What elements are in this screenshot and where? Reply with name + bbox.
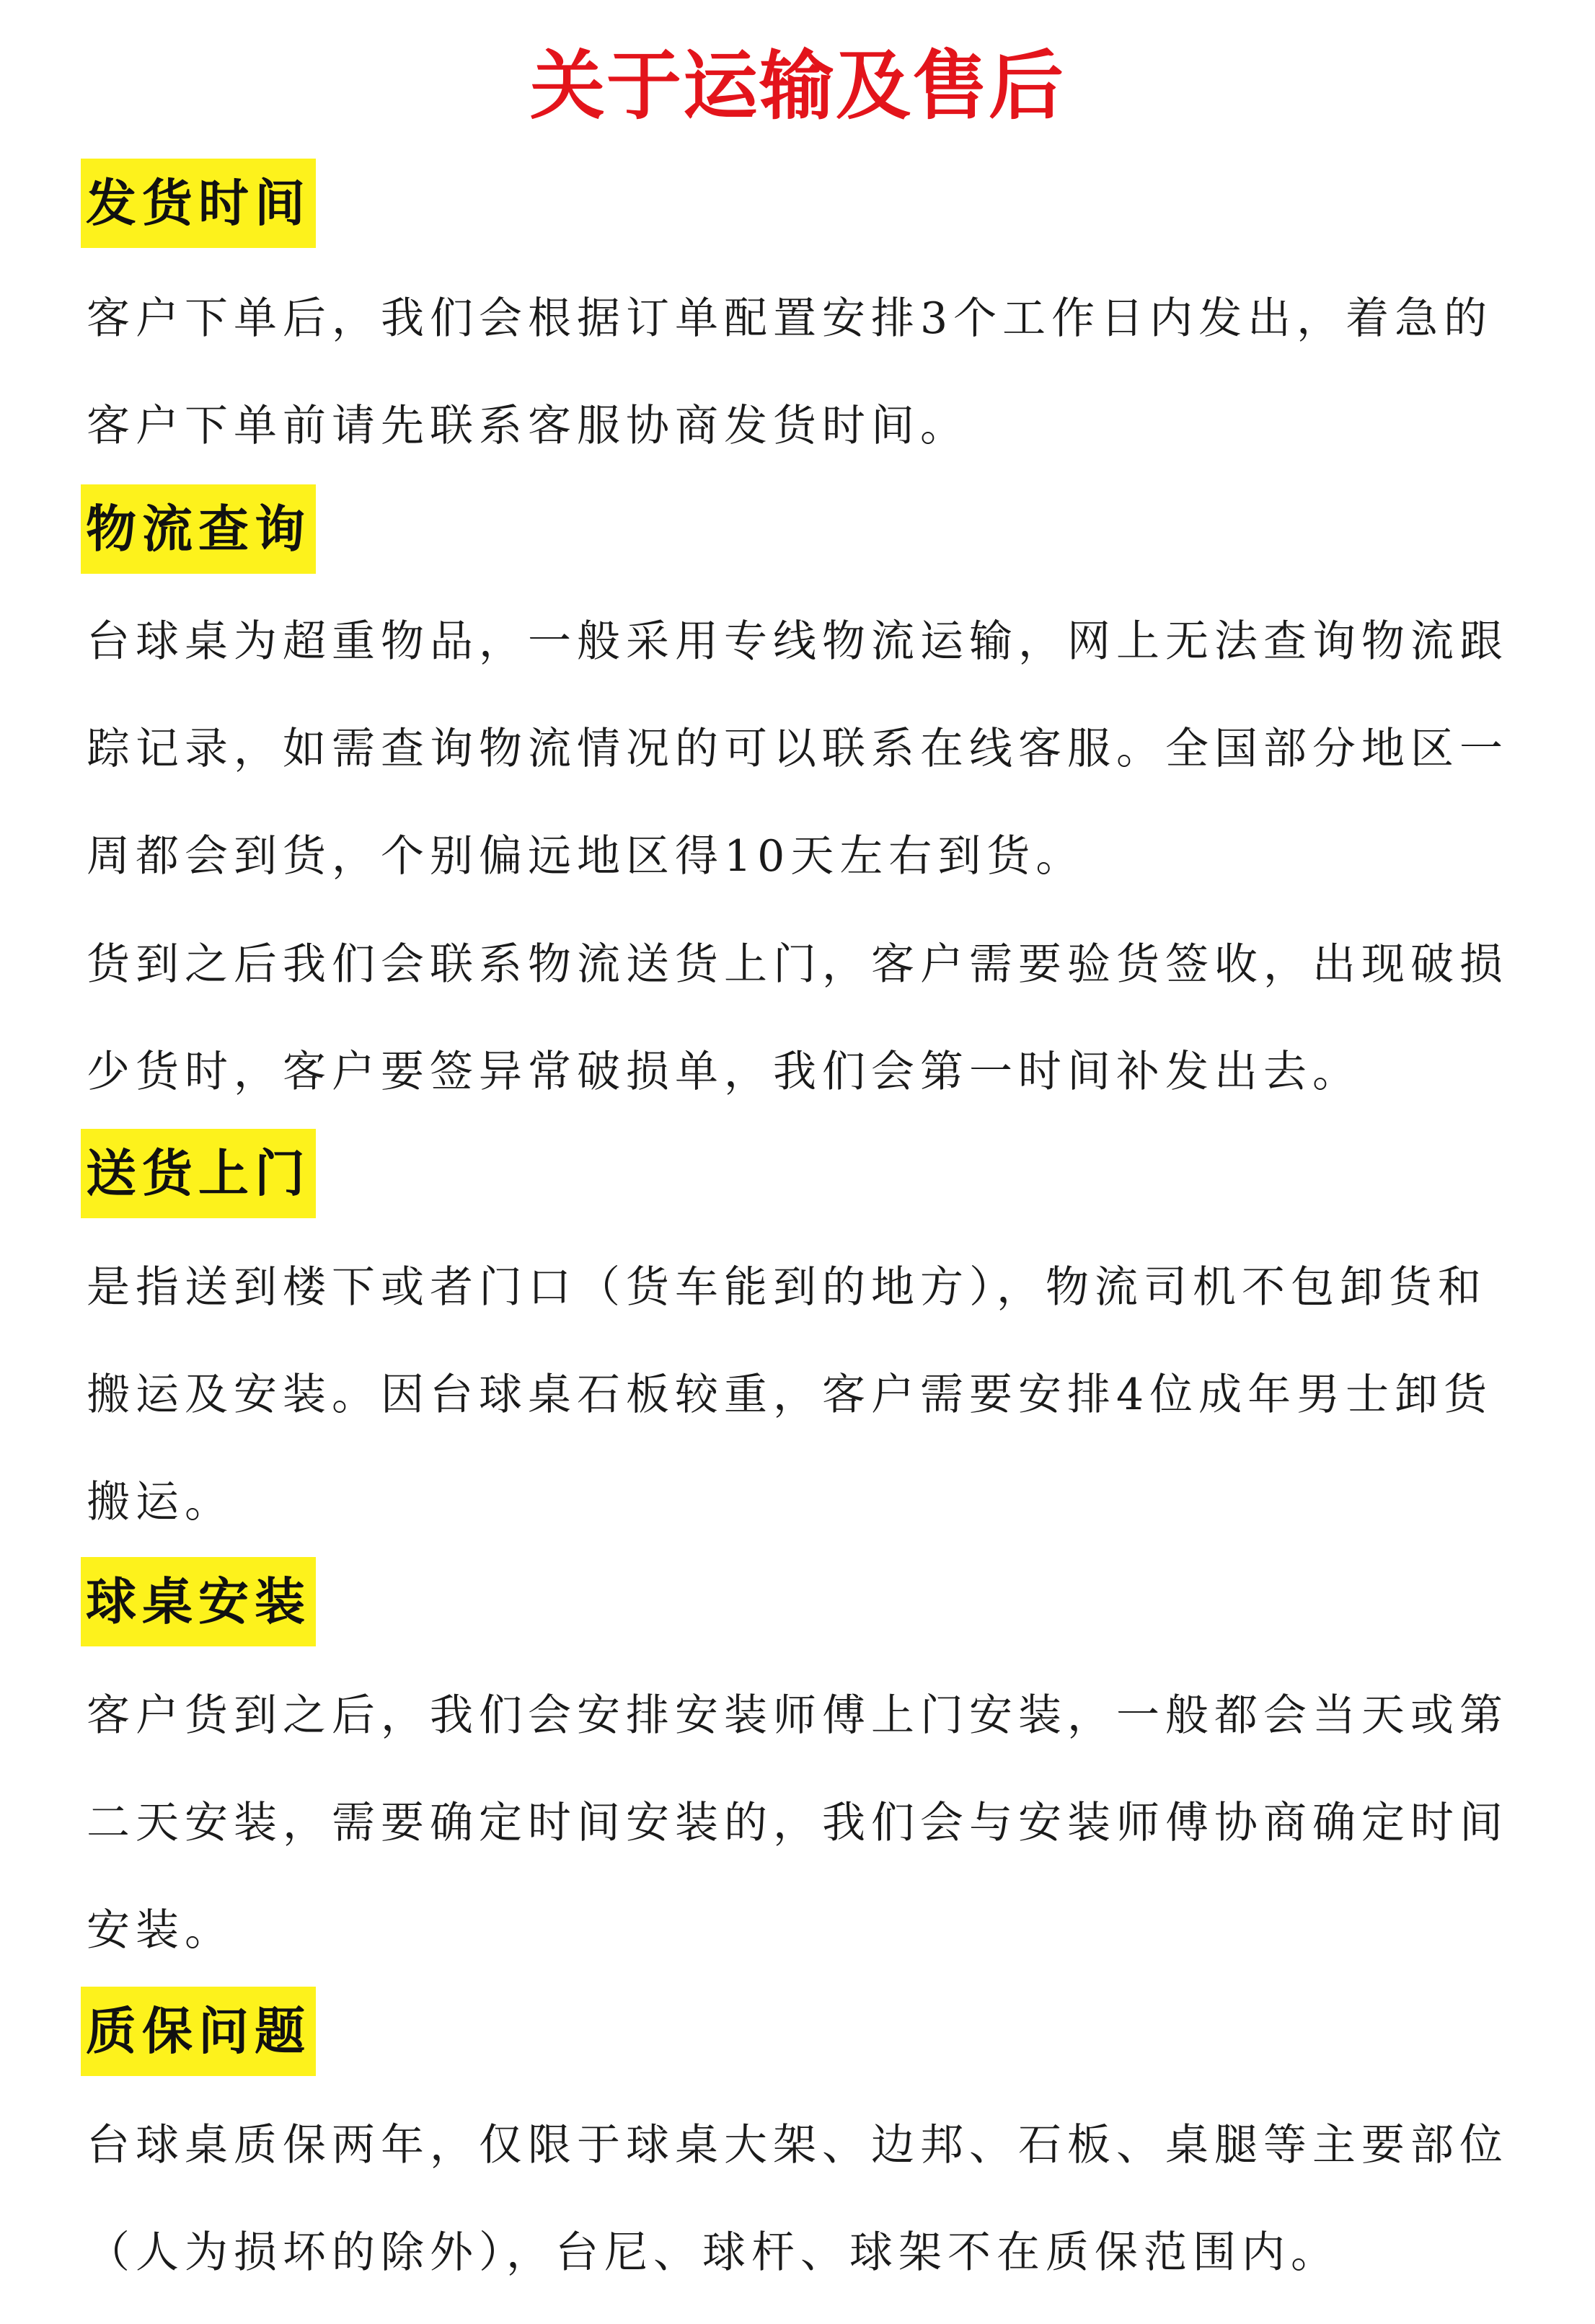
section-text-logistics-query-1: 台球桌为超重物品，一般采用专线物流运输，网上无法查询物流跟踪记录，如需查询物流情况的可以联系在线客服。全国部分地区一周都会到货，个别偏远地区得10天左右到货。 (87, 616, 1508, 882)
section-heading-shipping-time: 发货时间 (81, 159, 316, 248)
section-text-shipping-time: 客户下单后，我们会根据订单配置安排3个工作日内发出，着急的客户下单前请先联系客服协商发货时间。 (87, 293, 1493, 451)
section-text-home-delivery: 是指送到楼下或者门口（货车能到的地方），物流司机不包卸货和搬运及安装。因台球桌石板较重，客户需要安排4位成年男士卸货搬运。 (87, 1262, 1493, 1527)
section-heading-home-delivery: 送货上门 (81, 1129, 316, 1218)
section-heading-logistics-query: 物流查询 (81, 484, 316, 574)
section-text-warranty: 台球桌质保两年，仅限于球桌大架、边邦、石板、桌腿等主要部位（人为损坏的除外），台尼、球杆、球架不在质保范围内。 (87, 2120, 1508, 2278)
section-heading-installation: 球桌安装 (81, 1557, 316, 1646)
page-title: 关于运输及售后 (529, 42, 1065, 130)
section-heading-warranty: 质保问题 (81, 1987, 316, 2076)
section-text-installation: 客户货到之后，我们会安排安装师傅上门安装，一般都会当天或第二天安装，需要确定时间安装的，我们会与安装师傅协商确定时间安装。 (87, 1690, 1508, 1956)
section-text-logistics-query-2: 货到之后我们会联系物流送货上门，客户需要验货签收，出现破损少货时，客户要签异常破损单，我们会第一时间补发出去。 (87, 939, 1508, 1097)
